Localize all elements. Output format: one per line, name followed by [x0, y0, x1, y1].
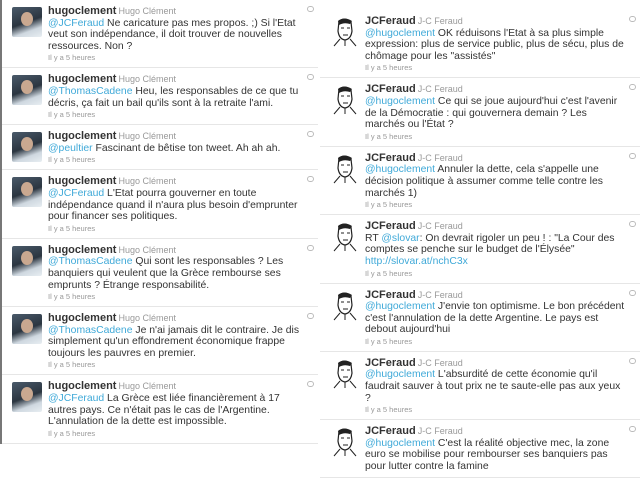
- tweet-body: [48, 245, 306, 302]
- reply-icon[interactable]: [307, 6, 314, 12]
- tweet: [320, 420, 640, 477]
- tweet-text: [365, 438, 628, 473]
- username[interactable]: hugoclement: [48, 243, 117, 256]
- tweet-body: [365, 84, 628, 141]
- tweet-text: [48, 393, 306, 428]
- tweet-text: [365, 301, 628, 336]
- tweet-body: [365, 426, 628, 472]
- timestamp[interactable]: Il y a 5 heures: [365, 268, 413, 278]
- reply-icon[interactable]: [629, 16, 636, 22]
- tweet-text: [48, 325, 306, 360]
- avatar[interactable]: [330, 85, 360, 115]
- mention-link[interactable]: @hugoclement: [365, 369, 436, 381]
- tweet-body: [48, 313, 306, 370]
- tweet-text: [48, 256, 306, 291]
- username[interactable]: hugoclement: [48, 73, 117, 86]
- timestamp[interactable]: Il y a 5 heures: [365, 336, 413, 346]
- username[interactable]: JCFeraud: [365, 83, 416, 96]
- timestamp[interactable]: Il y a 5 heures: [48, 155, 96, 165]
- fullname: J-C Feraud: [417, 357, 463, 368]
- tweet-content: OK réduisons l'Etat à sa plus simple expression: plus de service public, plus de sécu, plus de chômage pour les "assistés": [365, 27, 624, 62]
- fullname: J-C Feraud: [417, 84, 463, 95]
- fullname: J-C Feraud: [417, 152, 463, 163]
- fullname: J-C Feraud: [417, 426, 463, 437]
- tweet-text: [48, 188, 306, 223]
- tweet-text: [365, 96, 628, 131]
- tweet: [320, 78, 640, 146]
- avatar[interactable]: [12, 314, 42, 344]
- reply-icon[interactable]: [629, 426, 636, 432]
- tweet-text: [365, 28, 628, 63]
- reply-icon[interactable]: [307, 131, 314, 137]
- avatar[interactable]: [12, 246, 42, 276]
- avatar[interactable]: [12, 382, 42, 412]
- tweet-body: [48, 74, 306, 120]
- tweet-content: Fascinant de bêtise ton tweet. Ah ah ah.: [92, 142, 281, 154]
- reply-icon[interactable]: [307, 176, 314, 182]
- mention-link[interactable]: @hugoclement: [365, 95, 436, 107]
- right-timeline: [320, 0, 640, 478]
- tweet: [2, 0, 318, 68]
- mention-link[interactable]: @JCFeraud: [48, 17, 105, 29]
- tweet-text: [365, 233, 628, 268]
- tweet: [2, 170, 318, 238]
- mention-link[interactable]: @hugoclement: [365, 437, 436, 449]
- fullname: Hugo Clément: [118, 74, 176, 85]
- timestamp[interactable]: Il y a 5 heures: [365, 63, 413, 73]
- tweet-body: [48, 131, 306, 165]
- tweet-text: [365, 164, 628, 199]
- timestamp[interactable]: Il y a 5 heures: [365, 405, 413, 415]
- tweet-content: Ne caricature pas mes propos. ;) Si l'Etat veut son indépendance, il doit trouver de nouvelles ressources. Non ?: [48, 17, 296, 52]
- timestamp[interactable]: Il y a 5 heures: [48, 223, 96, 233]
- timestamp[interactable]: Il y a 5 heures: [48, 110, 96, 120]
- mention-link[interactable]: @hugoclement: [365, 164, 436, 176]
- timestamp[interactable]: Il y a 5 heures: [365, 200, 413, 210]
- timestamp[interactable]: Il y a 5 heures: [48, 428, 96, 438]
- fullname: Hugo Clément: [118, 176, 176, 187]
- tweet: [2, 68, 318, 125]
- tweet-content: Ce qui se joue aujourd'hui c'est l'avenir de la Démocratie : qui gouvernera demain ? Les marchés ou l'État ?: [365, 95, 618, 131]
- left-timeline: [0, 0, 318, 444]
- tweet-body: [48, 176, 306, 233]
- username[interactable]: JCFeraud: [365, 288, 416, 301]
- tweet: [320, 215, 640, 283]
- tweet-content: Je n'ai jamais dit le contraire. Je dis simplement qu'un effondrement économique frappe toujours les pauvres en premier.: [48, 324, 300, 359]
- username[interactable]: JCFeraud: [365, 425, 416, 438]
- username[interactable]: JCFeraud: [365, 151, 416, 164]
- reply-icon[interactable]: [629, 290, 636, 296]
- tweet-text: [48, 143, 306, 155]
- tweet-body: [365, 358, 628, 415]
- username[interactable]: hugoclement: [48, 5, 117, 17]
- reply-icon[interactable]: [629, 358, 636, 364]
- tweet-body: [48, 6, 306, 63]
- fullname: Hugo Clément: [118, 131, 176, 142]
- url-link[interactable]: http://slovar.at/nchC3x: [365, 255, 468, 267]
- tweet: [320, 147, 640, 215]
- tweet-content: La Grèce est liée financièrement à 17 autres pays. Ce n'était pas le cas de l'Argentine. L'annulation de la dette est impossible.: [48, 393, 280, 428]
- reply-icon[interactable]: [307, 245, 314, 251]
- fullname: Hugo Clément: [118, 313, 176, 324]
- tweet-text: [48, 86, 306, 109]
- tweet-text: [48, 18, 306, 53]
- reply-icon[interactable]: [629, 221, 636, 227]
- reply-icon[interactable]: [629, 153, 636, 159]
- mention-link[interactable]: @ThomasCadene: [48, 324, 133, 336]
- avatar[interactable]: [330, 154, 360, 184]
- avatar[interactable]: [330, 359, 360, 389]
- mention-link[interactable]: @peultier: [48, 142, 93, 154]
- tweet: [2, 375, 318, 443]
- mention-link[interactable]: @slovar: [381, 232, 420, 244]
- tweet-text: [365, 369, 628, 404]
- mention-link[interactable]: @hugoclement: [365, 27, 436, 39]
- avatar[interactable]: [12, 177, 42, 207]
- timestamp[interactable]: Il y a 5 heures: [365, 131, 413, 141]
- fullname: J-C Feraud: [417, 221, 463, 232]
- tweet: [2, 239, 318, 307]
- fullname: J-C Feraud: [417, 289, 463, 300]
- retweet-prefix: RT: [365, 232, 382, 244]
- tweet-content: Annuler la dette, cela s'appelle une décision politique à assumer comme telle contre les marchés 1): [365, 164, 603, 199]
- tweet: [320, 10, 640, 78]
- username[interactable]: JCFeraud: [365, 356, 416, 369]
- username[interactable]: JCFeraud: [365, 15, 416, 27]
- tweet-content: : On devrait rigoler un peu ! : "La Cour des comptes se penche sur le budget de l'Élysée": [365, 232, 615, 256]
- tweet-content: Heu, les responsables de ce que tu décris, ça fait un bail qu'ils sont à la retraite l'ami.: [48, 85, 299, 109]
- mention-link[interactable]: @ThomasCadene: [48, 256, 133, 268]
- fullname: Hugo Clément: [118, 244, 176, 255]
- timestamp[interactable]: Il y a 5 heures: [48, 53, 96, 63]
- reply-icon[interactable]: [629, 84, 636, 90]
- fullname: J-C Feraud: [417, 16, 463, 26]
- reply-icon[interactable]: [307, 381, 314, 387]
- mention-link[interactable]: @hugoclement: [365, 301, 436, 313]
- username[interactable]: JCFeraud: [365, 220, 416, 233]
- tweet: [320, 284, 640, 352]
- mention-link[interactable]: @ThomasCadene: [48, 85, 133, 97]
- tweet-content: L'absurdité de cette économie qu'il faudrait sauver à tout prix ne te saute-elle pas aux yeux ?: [365, 369, 621, 404]
- mention-link[interactable]: @JCFeraud: [48, 393, 105, 405]
- tweet: [320, 352, 640, 420]
- username[interactable]: hugoclement: [48, 130, 117, 143]
- tweet-body: [365, 16, 628, 73]
- tweet-body: [365, 221, 628, 278]
- timestamp[interactable]: Il y a 5 heures: [48, 292, 96, 302]
- avatar[interactable]: [330, 427, 360, 457]
- username[interactable]: hugoclement: [48, 175, 117, 188]
- tweet-content: J'envie ton optimisme. Le bon précédent c'est l'annulation de la dette Argentine. Le pays est debout aujourd'hui: [365, 301, 625, 336]
- avatar[interactable]: [12, 7, 42, 37]
- avatar[interactable]: [330, 291, 360, 321]
- avatar[interactable]: [330, 17, 360, 47]
- tweet-content: Qui sont les responsables ? Les banquiers qui veulent que la Grèce rembourse ses emprunts ? Étrange responsabilité.: [48, 256, 284, 291]
- fullname: Hugo Clément: [118, 6, 176, 16]
- mention-link[interactable]: @JCFeraud: [48, 187, 105, 199]
- reply-icon[interactable]: [307, 313, 314, 319]
- username[interactable]: hugoclement: [48, 380, 117, 393]
- tweet-body: [365, 153, 628, 210]
- tweet: [2, 125, 318, 170]
- avatar[interactable]: [12, 132, 42, 162]
- username[interactable]: hugoclement: [48, 312, 117, 325]
- avatar[interactable]: [330, 222, 360, 252]
- tweet-body: [365, 290, 628, 347]
- tweet: [2, 307, 318, 375]
- tweet-body: [48, 381, 306, 438]
- avatar[interactable]: [12, 75, 42, 105]
- reply-icon[interactable]: [307, 74, 314, 80]
- tweet-content: C'est la réalité objective mec, la zone euro se mobilise pour rembourser ses banquiers pas pour lutter contre la famine: [365, 437, 610, 473]
- timestamp[interactable]: Il y a 5 heures: [48, 360, 96, 370]
- fullname: Hugo Clément: [118, 381, 176, 392]
- tweet-content: L'Etat pourra gouverner en toute indépendance quand il n'aura plus besoin d'emprunter pour financer ses politiques.: [48, 187, 298, 223]
